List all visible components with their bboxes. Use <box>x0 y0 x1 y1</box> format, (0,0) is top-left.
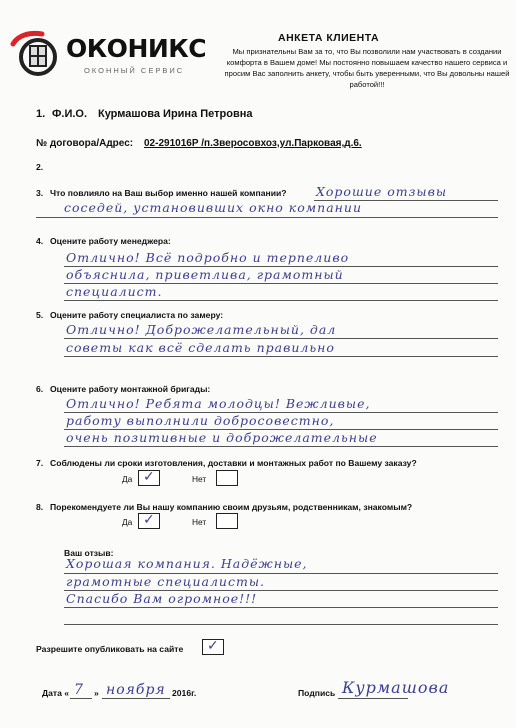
form-title: АНКЕТА КЛИЕНТА <box>278 32 380 44</box>
publish-label: Разрешите опубликовать на сайте <box>36 644 184 654</box>
q3-answer-line-2: соседей, установивших окно компании <box>64 200 362 215</box>
q2-number: 2. <box>36 162 44 172</box>
q7-label: Соблюдены ли сроки изготовления, доставки и монтажных работ по Вашему заказу? <box>50 458 417 468</box>
review-answer-line-2: грамотные специалисты. <box>66 574 265 589</box>
q8-no-checkbox[interactable] <box>216 513 238 529</box>
q7-no-checkbox[interactable] <box>216 470 238 486</box>
review-answer-line-3: Спасибо Вам огромное!!! <box>66 591 258 606</box>
brand-name: ОКОНИКС <box>66 34 207 63</box>
contract-label: № договора/Адрес: <box>36 138 134 149</box>
oknix-logo-icon <box>8 30 62 78</box>
publish-checkbox[interactable] <box>202 639 224 655</box>
q8-yes-check-icon: ✓ <box>143 512 155 528</box>
q6-number: 6. <box>36 384 44 394</box>
review-label: Ваш отзыв: <box>64 548 114 558</box>
q1-value: Курмашова Ирина Петровна <box>98 108 253 120</box>
date-month: ноября <box>106 682 166 698</box>
brand-subtitle: ОКОННЫЙ СЕРВИС <box>84 66 185 75</box>
q8-label: Порекомендуете ли Вы нашу компанию своим друзьям, родственникам, знакомым? <box>50 502 413 512</box>
date-label: Дата « <box>42 688 70 698</box>
intro-text: Мы признательны Вам за то, что Вы позволили нам участвовать в создании комфорта в Вашем доме! Мы постоянно повышаем качество нашего сервиса и просим Вас заполнить анкету, чтобы быть уверенными, что Вы довольны нашей работой!!! <box>224 47 510 89</box>
q4-answer-line-3: специалист. <box>66 284 163 299</box>
date-mid: » <box>94 688 99 698</box>
q8-no-label: Нет <box>192 517 207 527</box>
q3-label: Что повлияло на Ваш выбор именно нашей компании? <box>50 188 287 198</box>
q7-yes-label: Да <box>122 474 133 484</box>
review-answer-line-1: Хорошая компания. Надёжные, <box>66 556 308 571</box>
q4-answer-line-1: Отлично! Всё подробно и терпеливо <box>66 250 350 265</box>
q8-yes-checkbox[interactable] <box>138 513 160 529</box>
q3-number: 3. <box>36 188 44 198</box>
q6-label: Оцените работу монтажной бригады: <box>50 384 211 394</box>
date-day: 7 <box>74 682 84 698</box>
q7-yes-checkbox[interactable] <box>138 470 160 486</box>
q5-answer-line-2: советы как всё сделать правильно <box>66 340 335 355</box>
q6-answer-line-1: Отлично! Ребята молодцы! Вежливые, <box>66 396 371 411</box>
q7-no-label: Нет <box>192 474 207 484</box>
q6-answer-line-2: работу выполнили добросовестно, <box>66 413 335 428</box>
q7-number: 7. <box>36 458 44 468</box>
q6-answer-line-3: очень позитивные и доброжелательные <box>66 430 378 445</box>
q4-answer-line-2: объяснила, приветлива, грамотный <box>66 267 344 282</box>
q4-number: 4. <box>36 236 44 246</box>
q5-answer-line-1: Отлично! Доброжелательный, дал <box>66 322 337 337</box>
contract-value: 02-291016Р /п.Зверосовхоз,ул.Парковая,д.6. <box>144 138 362 149</box>
q8-number: 8. <box>36 502 44 512</box>
signature-label: Подпись <box>298 688 336 698</box>
q1-number: 1. <box>36 108 46 120</box>
q5-number: 5. <box>36 310 44 320</box>
q1-label: Ф.И.О. <box>52 108 88 120</box>
date-year: 2016г. <box>172 688 197 698</box>
signature: Курмашова <box>342 678 450 697</box>
q8-yes-label: Да <box>122 517 133 527</box>
q5-label: Оцените работу специалиста по замеру: <box>50 310 224 320</box>
q3-answer-line-1: Хорошие отзывы <box>316 184 448 199</box>
q7-yes-check-icon: ✓ <box>143 469 155 485</box>
q4-label: Оцените работу менеджера: <box>50 236 171 246</box>
publish-check-icon: ✓ <box>207 638 219 654</box>
